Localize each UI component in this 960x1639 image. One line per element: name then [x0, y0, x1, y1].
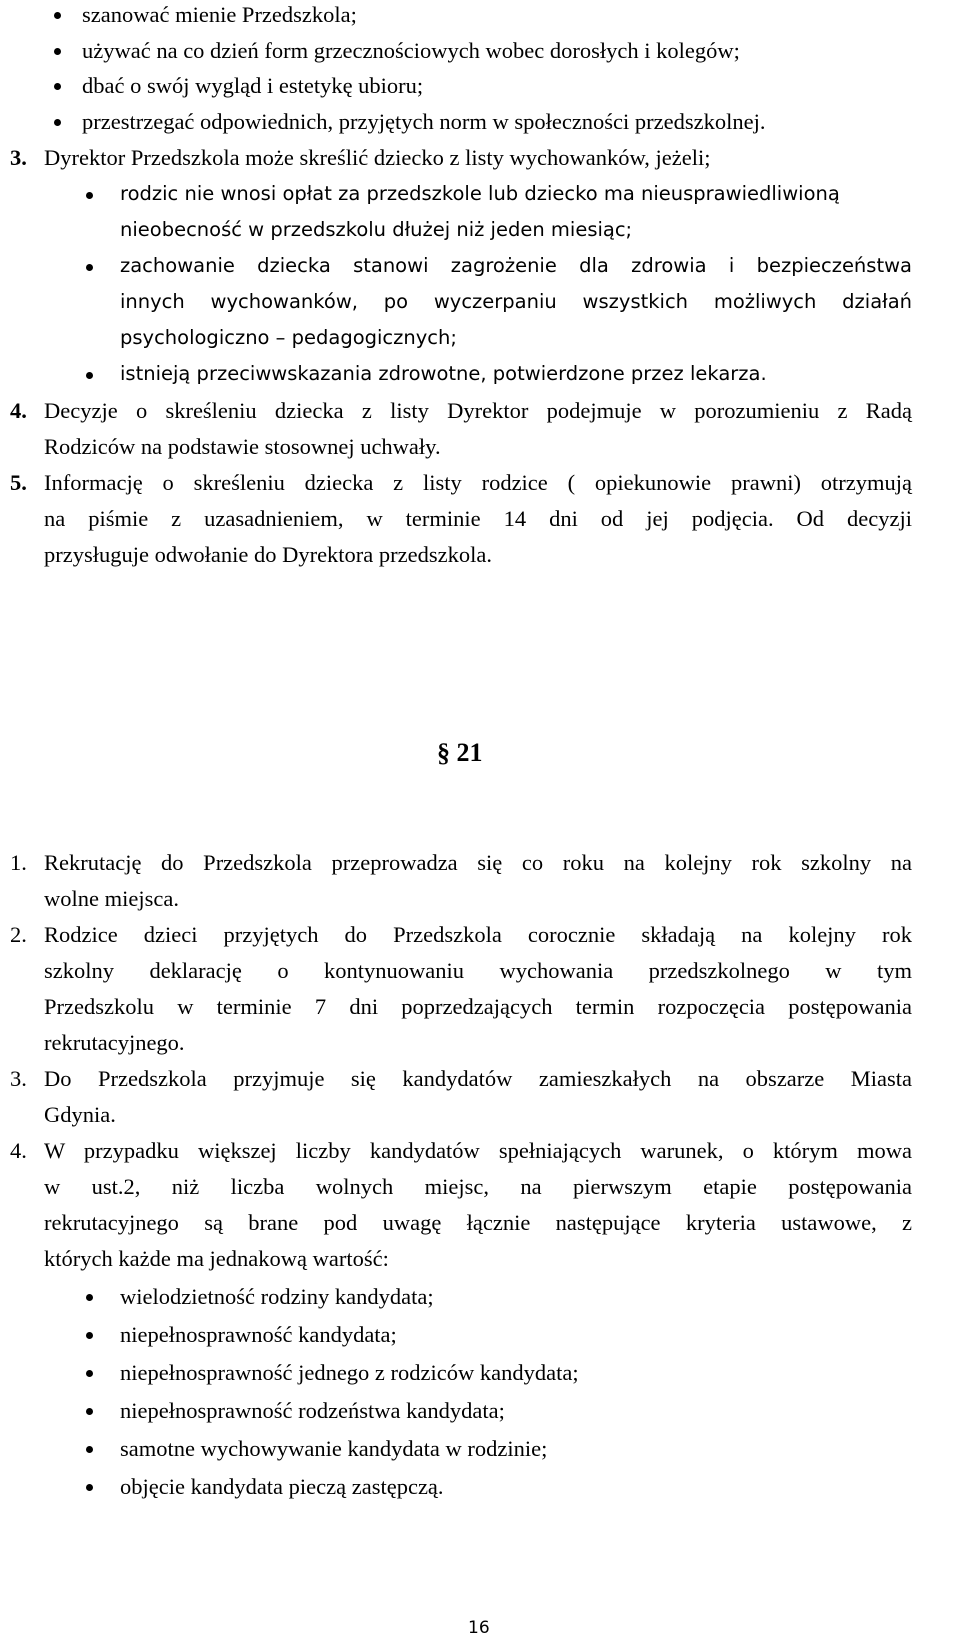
- criteria-item: niepełnosprawność rodzeństwa kandydata;: [120, 1398, 505, 1423]
- paragraph-text: Przedszkolu w terminie 7 dni poprzedzających termin rozpoczęcia postępowania: [44, 994, 912, 1019]
- criteria-item: objęcie kandydata pieczą zastępczą.: [120, 1474, 444, 1499]
- paragraph-number: 2.: [10, 922, 27, 947]
- paragraph-text: przysługuje odwołanie do Dyrektora przedszkola.: [44, 542, 492, 567]
- paragraph-number: 3.: [10, 145, 27, 170]
- bullet-icon: [86, 1484, 93, 1491]
- paragraph-text: Rodzice dzieci przyjętych do Przedszkola corocznie składają na kolejny rok: [44, 922, 912, 947]
- list-item: rodzic nie wnosi opłat za przedszkole lub dziecko ma nieusprawiedliwioną: [120, 182, 840, 205]
- bullet-icon: [54, 83, 61, 90]
- paragraph-number: 4.: [10, 1138, 27, 1163]
- section-number: 21: [456, 738, 483, 767]
- list-item: zachowanie dziecka stanowi zagrożenie dla zdrowia i bezpieczeństwa: [120, 254, 912, 277]
- paragraph-text: których każde ma jednakową wartość:: [44, 1246, 389, 1271]
- list-item-continuation: nieobecność w przedszkolu dłużej niż jeden miesiąc;: [120, 218, 633, 241]
- list-item: dbać o swój wygląd i estetykę ubioru;: [82, 73, 424, 98]
- paragraph-text: Gdynia.: [44, 1102, 116, 1127]
- list-item: używać na co dzień form grzecznościowych wobec dorosłych i kolegów;: [82, 38, 740, 63]
- paragraph-text: Rekrutację do Przedszkola przeprowadza się co roku na kolejny rok szkolny na: [44, 850, 912, 875]
- paragraph-text: Do Przedszkola przyjmuje się kandydatów zamieszkałych na obszarze Miasta: [44, 1066, 912, 1091]
- paragraph-text: szkolny deklarację o kontynuowaniu wychowania przedszkolnego w tym: [44, 958, 912, 983]
- criteria-item: niepełnosprawność jednego z rodziców kandydata;: [120, 1360, 579, 1385]
- bullet-icon: [54, 119, 61, 126]
- bullet-icon: [86, 1370, 93, 1377]
- bullet-icon: [54, 12, 61, 19]
- paragraph-text: Rodziców na podstawie stosownej uchwały.: [44, 434, 441, 459]
- paragraph-text: rekrutacyjnego są brane pod uwagę łącznie następujące kryteria ustawowe, z: [44, 1210, 912, 1235]
- criteria-item: wielodzietność rodziny kandydata;: [120, 1284, 434, 1309]
- bullet-icon: [86, 372, 93, 379]
- criteria-item: samotne wychowywanie kandydata w rodzinie;: [120, 1436, 548, 1461]
- section-symbol: §: [437, 738, 450, 767]
- list-item-continuation: innych wychowanków, po wyczerpaniu wszystkich możliwych działań: [120, 290, 912, 313]
- bullet-icon: [86, 264, 93, 271]
- paragraph-number: 1.: [10, 850, 27, 875]
- paragraph-text: Decyzje o skreśleniu dziecka z listy Dyrektor podejmuje w porozumieniu z Radą: [44, 398, 912, 423]
- list-item: przestrzegać odpowiednich, przyjętych norm w społeczności przedszkolnej.: [82, 109, 766, 134]
- list-item: szanować mienie Przedszkola;: [82, 2, 357, 27]
- section-heading: [437, 738, 483, 768]
- paragraph-text: na piśmie z uzasadnieniem, w terminie 14 dni od jej podjęcia. Od decyzji: [44, 506, 912, 531]
- page-number: 16: [468, 1618, 490, 1638]
- paragraph-number: 3.: [10, 1066, 27, 1091]
- list-item-continuation: psychologiczno – pedagogicznych;: [120, 326, 457, 349]
- bullet-icon: [86, 1408, 93, 1415]
- paragraph-text: W przypadku większej liczby kandydatów spełniających warunek, o którym mowa: [44, 1138, 912, 1163]
- bullet-icon: [86, 1332, 93, 1339]
- bullet-icon: [86, 192, 93, 199]
- paragraph-text: wolne miejsca.: [44, 886, 179, 911]
- paragraph-text: Informację o skreśleniu dziecka z listy rodzice ( opiekunowie prawni) otrzymują: [44, 470, 912, 495]
- paragraph-number: 5.: [10, 470, 27, 495]
- paragraph-text: rekrutacyjnego.: [44, 1030, 185, 1055]
- bullet-icon: [86, 1294, 93, 1301]
- paragraph-number: 4.: [10, 398, 27, 423]
- bullet-icon: [54, 48, 61, 55]
- bullet-icon: [86, 1446, 93, 1453]
- criteria-item: niepełnosprawność kandydata;: [120, 1322, 397, 1347]
- paragraph-text: Dyrektor Przedszkola może skreślić dziecko z listy wychowanków, jeżeli;: [44, 145, 711, 170]
- list-item: istnieją przeciwwskazania zdrowotne, potwierdzone przez lekarza.: [120, 362, 767, 385]
- paragraph-text: w ust.2, niż liczba wolnych miejsc, na pierwszym etapie postępowania: [44, 1174, 912, 1199]
